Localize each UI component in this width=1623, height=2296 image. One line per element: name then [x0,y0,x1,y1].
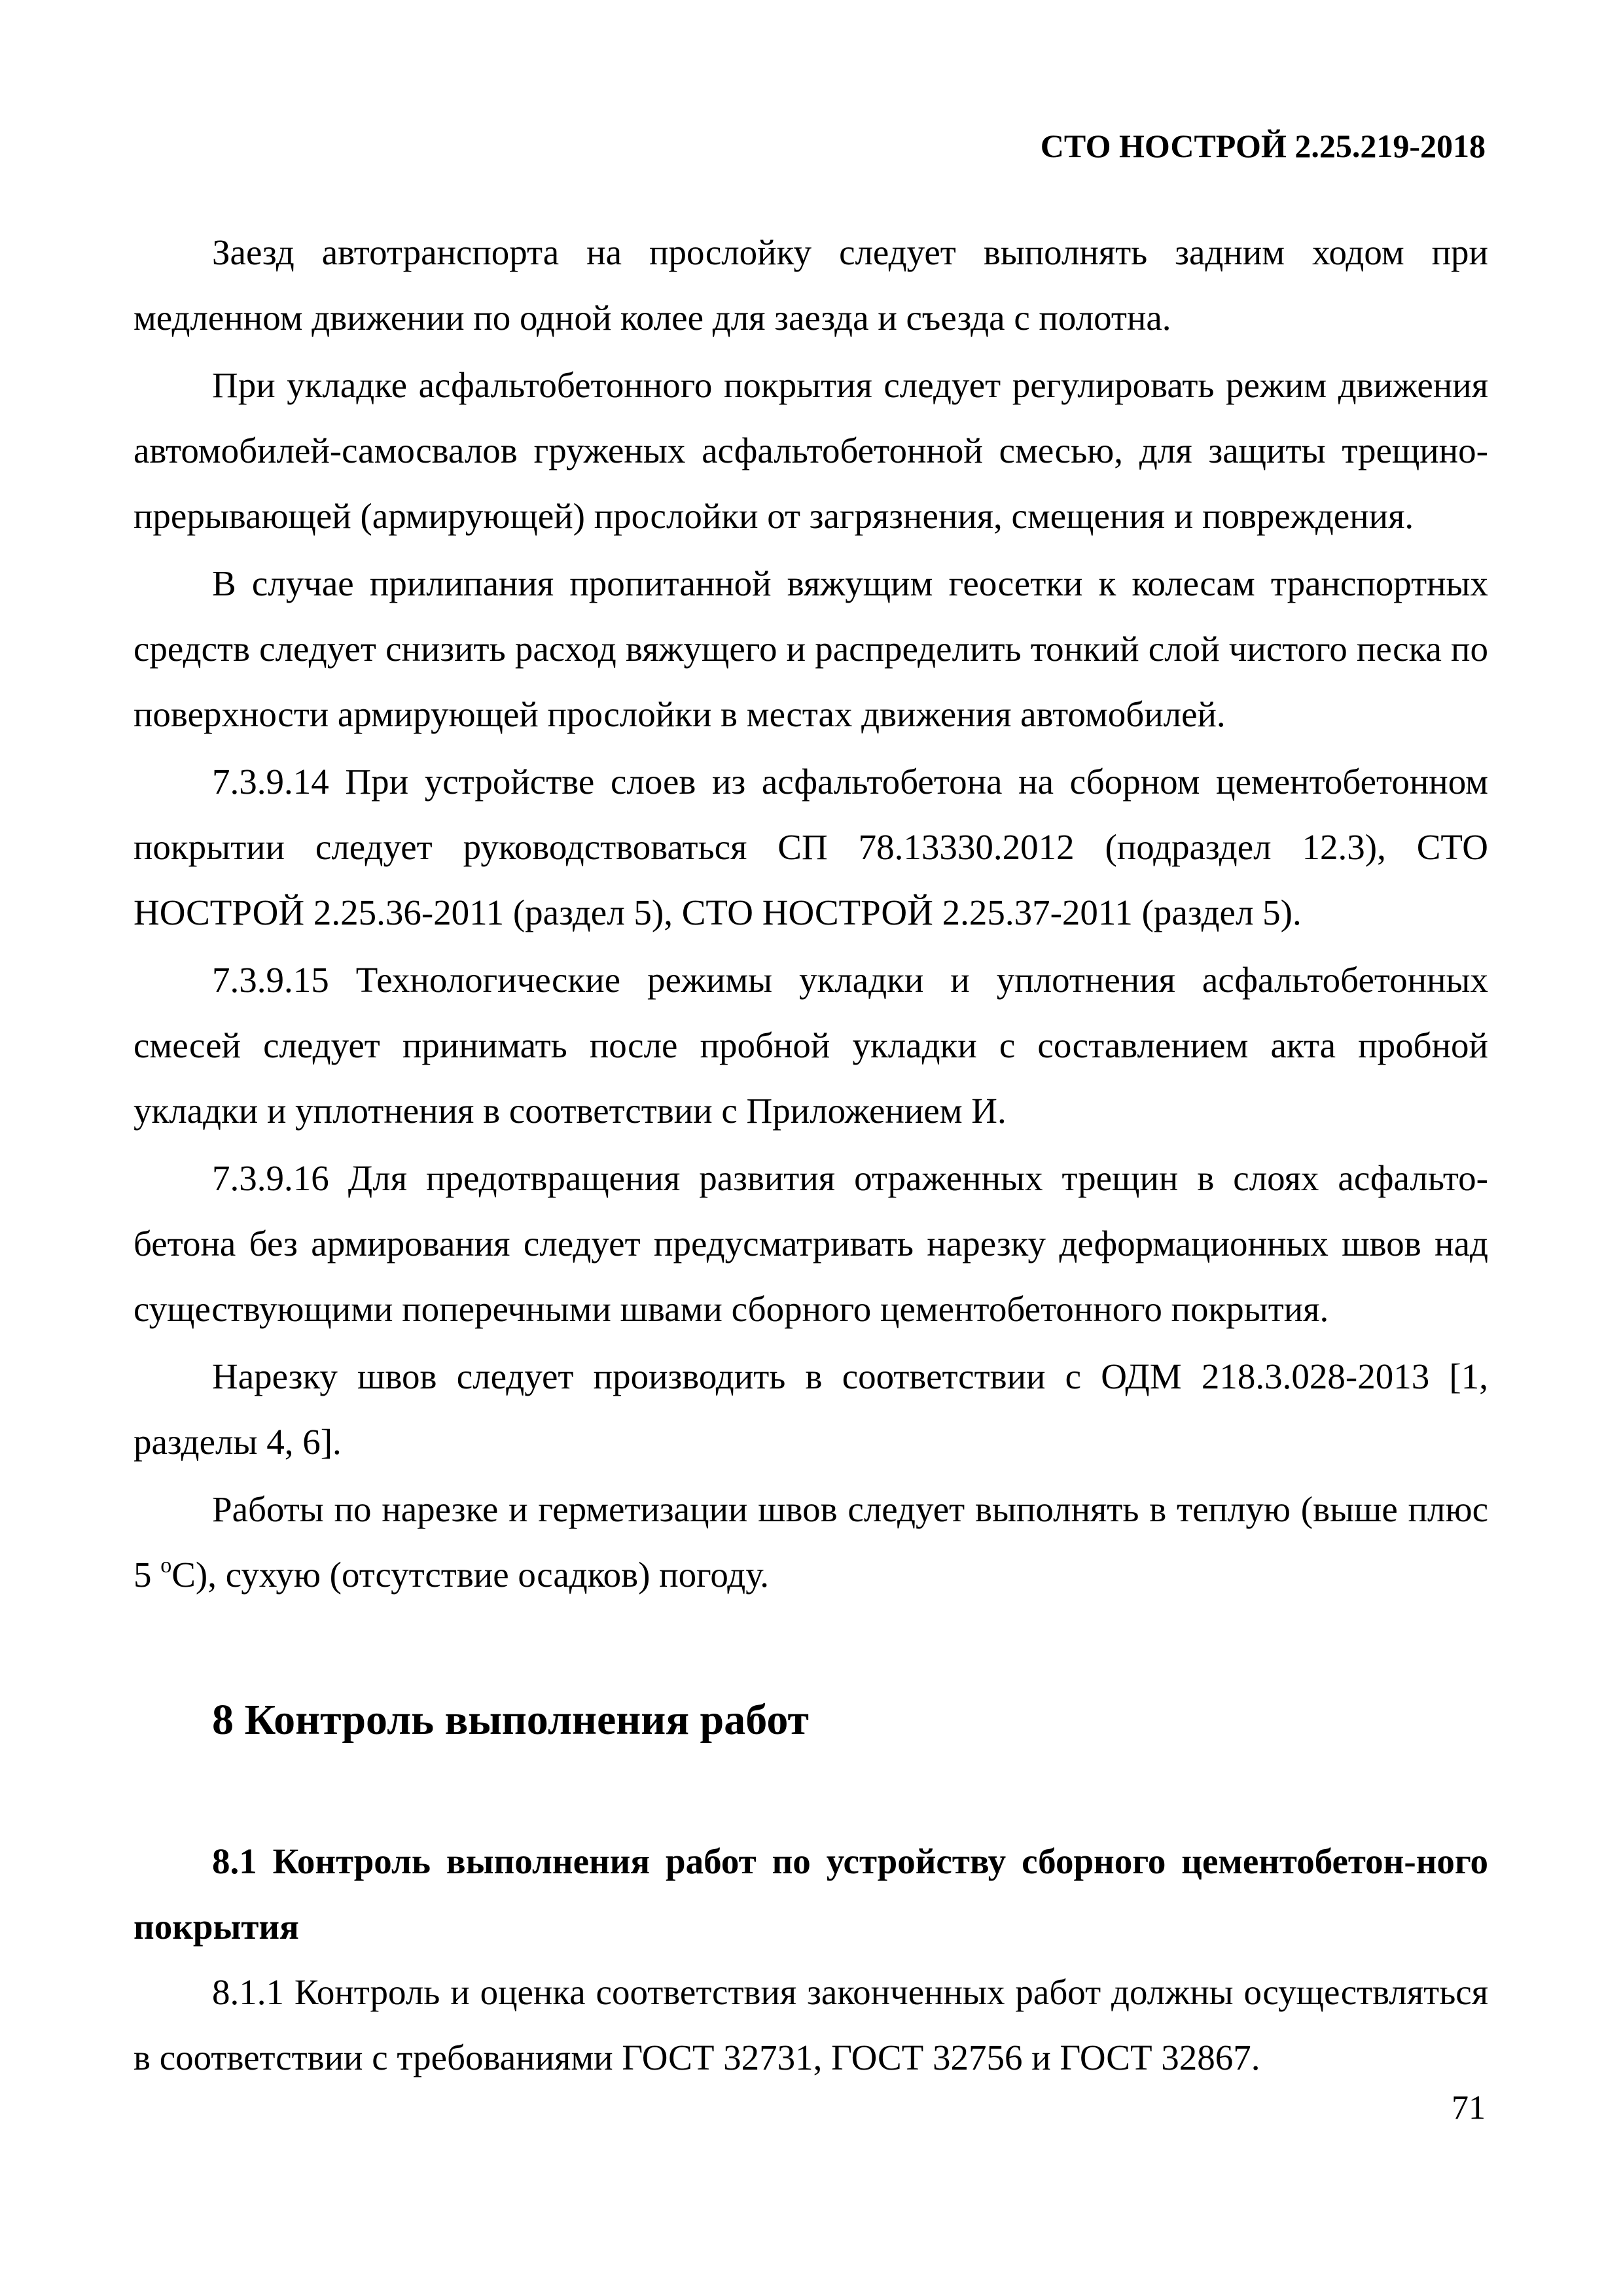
document-code-header: СТО НОСТРОЙ 2.25.219-2018 [1040,128,1486,164]
paragraph-joint-cutting: Нарезку швов следует производить в соответствии с ОДМ 218.3.028-2013 [1, разделы 4, 6]. [134,1356,1488,1462]
paragraph-7-3-9-14: 7.3.9.14 При устройстве слоев из асфальтобетона на сборном цементобетонном покрытии следует руководствоваться СП 78.13330.2012 (подраздел 12.3), СТО НОСТРОЙ 2.25.36-2011 (раздел 5), СТО НОСТРОЙ 2.25.37-2011 (раздел 5). [134,762,1488,932]
page-number: 71 [1452,2089,1486,2127]
paragraph-8-1-1: 8.1.1 Контроль и оценка соответствия законченных работ должны осуществляться в соответствии с требованиями ГОСТ 32731, ГОСТ 32756 и ГОСТ 32867. [134,1972,1488,2077]
section-heading: 8 Контроль выполнения работ [212,1696,809,1744]
paragraph-laying-traffic: При укладке асфальтобетонного покрытия следует регулировать режим движения автомобилей-самосвалов груженых асфальтобетонной смесью, для защиты трещино-прерывающей (армирующей) прослойки от загрязнения, смещения и повреждения. [134,365,1488,536]
degree-symbol: o [160,1553,172,1578]
paragraph-geogrid-sticking: В случае прилипания пропитанной вяжущим геосетки к колесам транспортных средств следует снизить расход вяжущего и распределить тонкий слой чистого песка по поверхности армирующей прослойки в местах движения автомобилей. [134,563,1488,734]
paragraph-7-3-9-15: 7.3.9.15 Технологические режимы укладки и уплотнения асфальтобетонных смесей следует принимать после пробной укладки с составлением акта пробной укладки и уплотнения в соответствии с Приложением И. [134,960,1488,1131]
subsection-heading: 8.1 Контроль выполнения работ по устройству сборного цементобетон-ного покрытия [134,1841,1488,1947]
weather-text-before: Работы по нарезке и герметизации швов следует выполнять в теплую (выше плюс 5 [134,1489,1488,1595]
paragraph-7-3-9-16: 7.3.9.16 Для предотвращения развития отраженных трещин в слоях асфальто-бетона без армирования следует предусматривать нарезку деформационных швов над существующими поперечными швами сборного цементобетонного покрытия. [134,1158,1488,1329]
paragraph-vehicle-entry: Заезд автотранспорта на прослойку следует выполнять задним ходом при медленном движении по одной колее для заезда и съезда с полотна. [134,232,1488,338]
page-body [134,220,1488,2091]
weather-text-after: С), сухую (отсутствие осадков) погоду. [171,1555,769,1595]
paragraph-weather-conditions [134,1477,1488,1608]
